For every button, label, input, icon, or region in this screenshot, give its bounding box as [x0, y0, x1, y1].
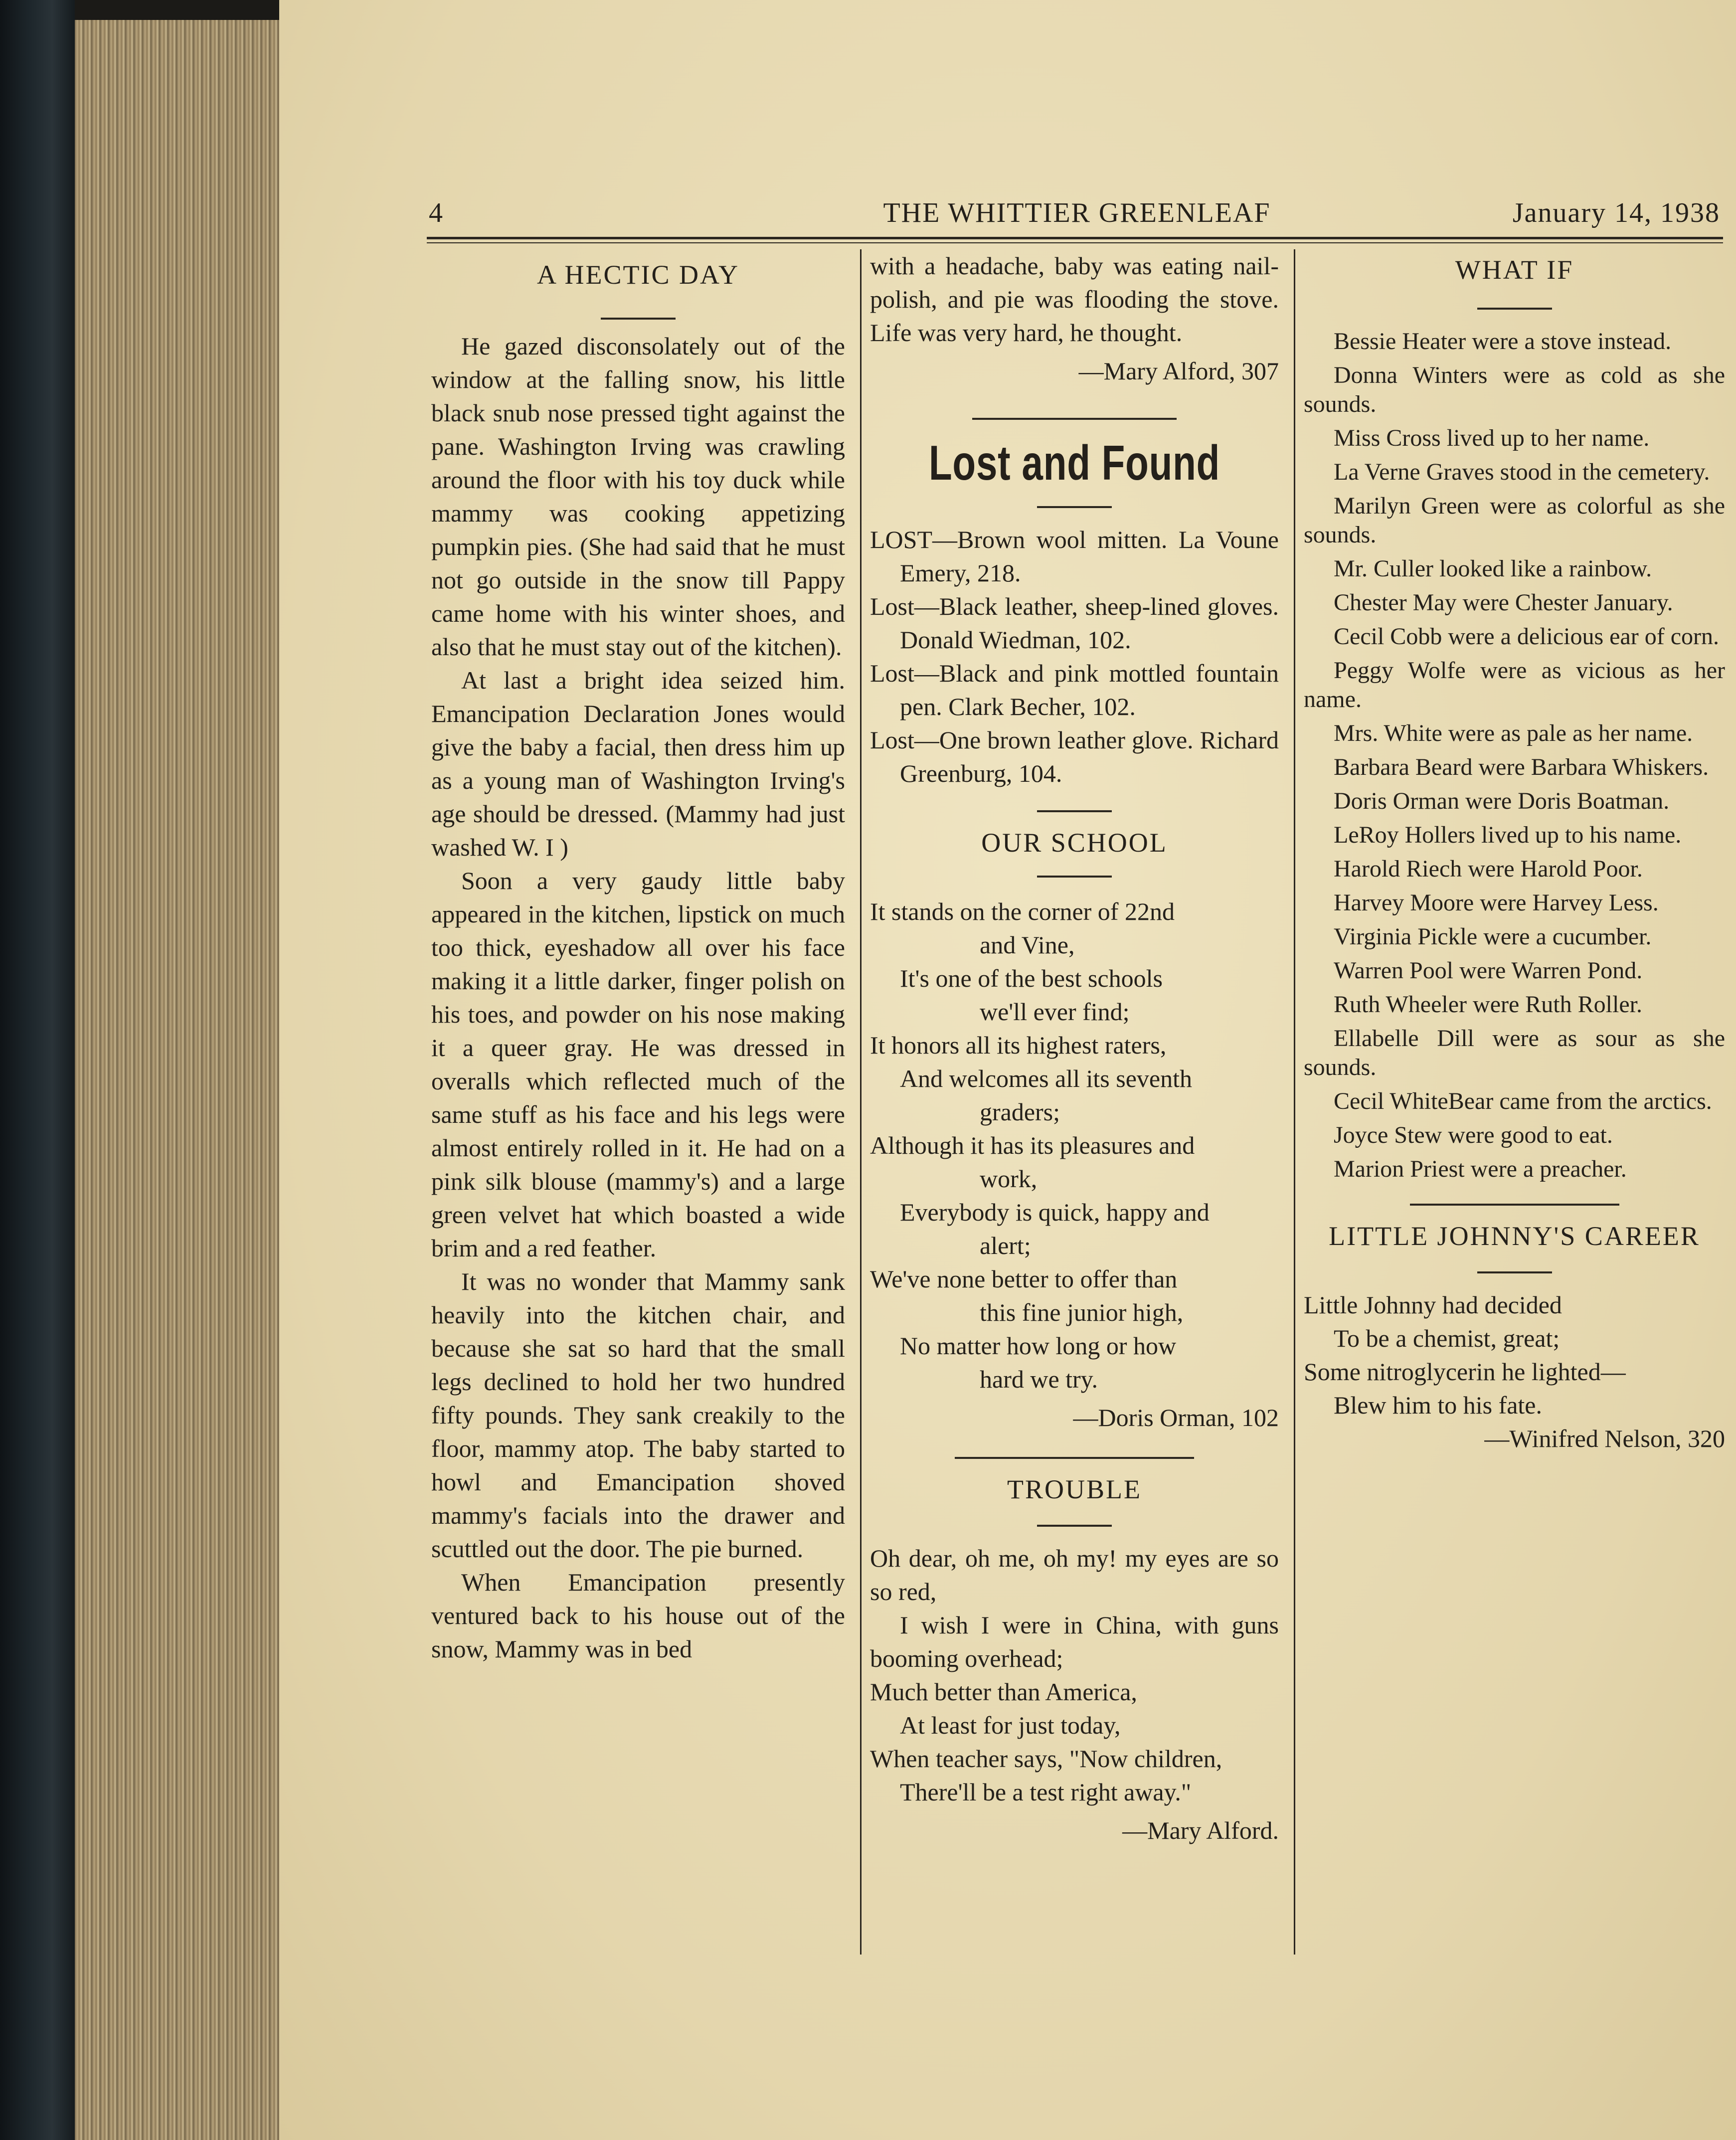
what-if-item: Ellabelle Dill were as sour as she sounds.	[1304, 1025, 1725, 1080]
lost-found-item: Lost—Black leather, sheep-lined gloves. Donald Wiedman, 102.	[870, 592, 1279, 654]
what-if-item: Chester May were Chester January.	[1334, 589, 1673, 616]
poem-line: At least for just today,	[900, 1711, 1121, 1739]
poem-line: To be a chemist, great;	[1334, 1324, 1560, 1352]
what-if-item: Virginia Pickle were a cucumber.	[1334, 923, 1652, 950]
what-if-item: Peggy Wolfe were as vicious as her name.	[1304, 657, 1725, 713]
poem-line: we'll ever find;	[980, 998, 1130, 1026]
what-if-rule	[1477, 308, 1552, 310]
page-edges	[75, 20, 279, 2140]
publication-title: THE WHITTIER GREENLEAF	[883, 197, 1271, 228]
lost-found-item: Lost—One brown leather glove. Richard Greenburg, 104.	[870, 726, 1279, 787]
hectic-day-paragraph: When Emancipation presently ventured back to his house out of the snow, Mammy was in bed	[431, 1568, 845, 1663]
what-if-item: Harvey Moore were Harvey Less.	[1334, 890, 1659, 916]
hectic-day-paragraph: It was no wonder that Mammy sank heavily into the kitchen chair, and because she sat so hard that the small legs declined to hold her two hundred fifty pounds. They sank creakily to the floor, mammy atop. The baby started to howl and Emancipation shoved mammy's facials into the drawer and scuttled out the door. The pie burned.	[431, 1267, 845, 1563]
poem-line: Although it has its pleasures and	[870, 1131, 1195, 1159]
section-rule	[972, 418, 1177, 420]
poem-line: It's one of the best schools	[900, 964, 1163, 992]
page-number: 4	[429, 197, 444, 228]
poem-line: When teacher says, "Now children,	[870, 1745, 1222, 1773]
johnny-title: LITTLE JOHNNY'S CAREER	[1329, 1221, 1700, 1251]
poem-line: There'll be a test right away."	[900, 1778, 1192, 1806]
hectic-day-paragraph: Soon a very gaudy little baby appeared in the kitchen, lipstick on much too thick, eyeshadow all over his face making it a little darker, finger polish on his toes, and powder on his nose making it a queer gray. He was dressed in overalls which reflected much of the same stuff as his face and his legs were almost entirely rolled in it. He had on a pink silk blouse (mammy's) and a large green velvet hat which boasted a wide brim and a red feather.	[431, 867, 845, 1262]
column-1	[431, 249, 845, 1666]
what-if-item: Mrs. White were as pale as her name.	[1334, 720, 1693, 746]
what-if-item: Marilyn Green were as colorful as she sounds.	[1304, 493, 1725, 548]
what-if-item: Miss Cross lived up to her name.	[1334, 425, 1650, 451]
header-rule	[427, 237, 1723, 243]
trouble-signature: —Mary Alford.	[1122, 1816, 1279, 1844]
column-2	[870, 249, 1279, 1847]
section-rule	[1410, 1204, 1619, 1206]
hectic-day-signature: —Mary Alford, 307	[1078, 357, 1279, 385]
what-if-item: Ruth Wheeler were Ruth Roller.	[1334, 991, 1642, 1018]
poem-line: graders;	[980, 1098, 1060, 1126]
poem-line: And welcomes all its seventh	[900, 1065, 1192, 1092]
what-if-item: Mr. Culler looked like a rainbow.	[1334, 555, 1652, 582]
poem-line: Much better than America,	[870, 1678, 1137, 1706]
column-rule-2	[1294, 249, 1295, 1955]
section-rule	[1037, 810, 1112, 812]
section-rule	[955, 1457, 1194, 1459]
what-if-item: Cecil WhiteBear came from the arctics.	[1334, 1088, 1712, 1114]
what-if-item: LeRoy Hollers lived up to his name.	[1334, 822, 1682, 848]
poem-line: alert;	[980, 1232, 1031, 1259]
book-spine	[0, 0, 75, 2140]
poem-line: Little Johnny had decided	[1304, 1291, 1562, 1319]
johnny-signature: —Winifred Nelson, 320	[1484, 1425, 1725, 1452]
hectic-day-rule	[601, 318, 676, 320]
what-if-item: Bessie Heater were a stove instead.	[1334, 328, 1672, 355]
poem-line: It stands on the corner of 22nd	[870, 897, 1175, 925]
johnny-rule	[1477, 1271, 1552, 1273]
what-if-item: Harold Riech were Harold Poor.	[1334, 856, 1643, 882]
poem-line: It honors all its highest raters,	[870, 1031, 1167, 1059]
hectic-day-paragraph: At last a bright idea seized him. Emancipation Declaration Jones would give the baby a facial, then dress him up as a young man of Washington Irving's age should be dressed. (Mammy had just washed W. I )	[431, 666, 845, 861]
poem-line: No matter how long or how	[900, 1332, 1177, 1360]
lost-found-rule	[1037, 506, 1112, 508]
poem-line: Everybody is quick, happy and	[900, 1198, 1210, 1226]
what-if-item: La Verne Graves stood in the cemetery.	[1334, 459, 1710, 485]
poem-line: and Vine,	[980, 931, 1075, 959]
newspaper-page	[279, 0, 1736, 2140]
hectic-day-continuation: with a headache, baby was eating nail-polish, and pie was flooding the stove. Life was very hard, he thought.	[870, 252, 1279, 347]
poem-line: work,	[980, 1165, 1038, 1193]
poem-line: hard we try.	[980, 1365, 1098, 1393]
what-if-title: WHAT IF	[1455, 255, 1574, 285]
lost-found-item: Lost—Black and pink mottled fountain pen. Clark Becher, 102.	[870, 659, 1279, 720]
hectic-day-title: A HECTIC DAY	[536, 260, 740, 290]
lost-found-title: Lost and Found	[928, 435, 1220, 490]
what-if-item: Joyce Stew were good to eat.	[1334, 1122, 1613, 1148]
poem-line: Blew him to his fate.	[1334, 1391, 1542, 1419]
trouble-rule	[1037, 1525, 1112, 1527]
column-3	[1304, 249, 1725, 1455]
column-rule-1	[860, 249, 862, 1955]
poem-line: Oh dear, oh me, oh my! my eyes are so so red,	[870, 1544, 1279, 1605]
our-school-title: OUR SCHOOL	[981, 828, 1168, 858]
lost-found-item: LOST—Brown wool mitten. La Voune Emery, 218.	[870, 526, 1279, 587]
issue-date: January 14, 1938	[1512, 197, 1720, 228]
what-if-item: Donna Winters were as cold as she sounds.	[1304, 362, 1725, 417]
what-if-item: Warren Pool were Warren Pond.	[1334, 957, 1643, 984]
hectic-day-paragraph: He gazed disconsolately out of the window at the falling snow, his little black snub nose pressed tight against the pane. Washington Irving was crawling around the floor with his toy duck while mammy was cooking appetizing pumpkin pies. (She had said that he must not go outside in the snow till Pappy came home with his winter shoes, and also that he must stay out of the kitchen).	[431, 332, 845, 661]
what-if-item: Marion Priest were a preacher.	[1334, 1156, 1627, 1182]
what-if-item: Doris Orman were Doris Boatman.	[1334, 788, 1670, 814]
trouble-title: TROUBLE	[1007, 1474, 1142, 1504]
our-school-rule	[1037, 876, 1112, 878]
poem-line: Some nitroglycerin he lighted—	[1304, 1358, 1626, 1386]
our-school-signature: —Doris Orman, 102	[1073, 1404, 1279, 1431]
poem-line: this fine junior high,	[980, 1298, 1184, 1326]
what-if-item: Cecil Cobb were a delicious ear of corn.	[1334, 623, 1720, 650]
what-if-item: Barbara Beard were Barbara Whiskers.	[1334, 754, 1709, 780]
poem-line: I wish I were in China, with guns booming overhead;	[870, 1611, 1279, 1672]
poem-line: We've none better to offer than	[870, 1265, 1178, 1293]
